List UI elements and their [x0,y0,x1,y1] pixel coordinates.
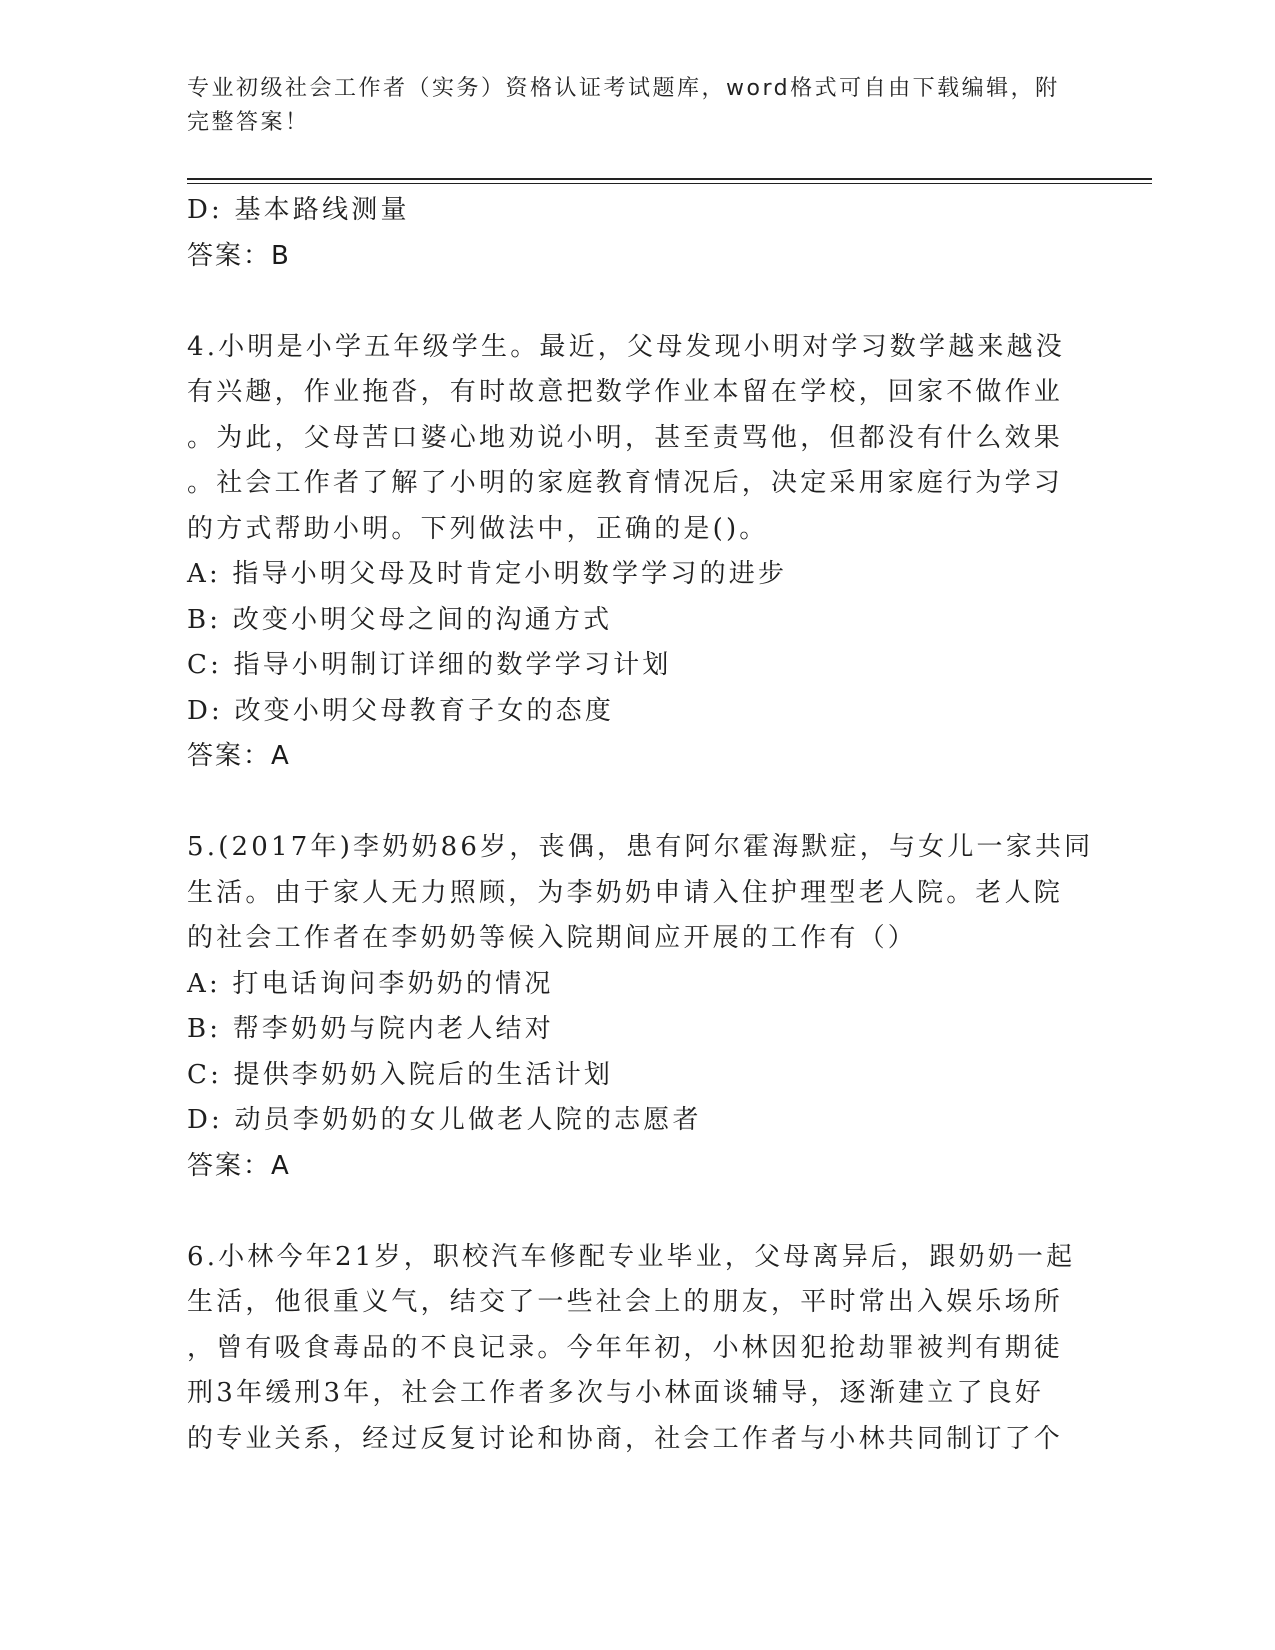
question-4 [187,325,1077,780]
header-line-2: 完整答案！ [187,110,310,135]
option-a: A: 打电话询问李奶奶的情况 [187,968,554,999]
option-b: B: 改变小明父母之间的沟通方式 [187,604,613,635]
option-c: C: 提供李奶奶入院后的生活计划 [187,1059,614,1090]
answer: 答案：B [187,240,291,271]
header-divider-thick [187,178,1152,180]
option-c: C: 指导小明制订详细的数学学习计划 [187,650,672,680]
page-header [187,72,1087,140]
question-stem-line: 。社会工作者了解了小明的家庭教育情况后，决定采用家庭行为学习 [187,468,1064,498]
question-stem-line: 的方式帮助小明。下列做法中，正确的是()。 [187,513,769,544]
answer: 答案：A [187,741,291,771]
header-divider-thin [187,183,1152,184]
option-d: D: 基本路线测量 [187,195,410,225]
option-b: B: 帮李奶奶与院内老人结对 [187,1014,554,1044]
question-stem-line: 6.小林今年21岁，职校汽车修配专业毕业，父母离异后，跟奶奶一起 [187,1241,1076,1272]
question-5 [187,825,1094,1189]
spacer [187,279,1077,325]
spacer [187,1189,1077,1235]
option-d: D: 改变小明父母教育子女的态度 [187,695,615,726]
question-stem-line: 。为此，父母苦口婆心地劝说小明，甚至责骂他，但都没有什么效果 [187,422,1064,453]
question-stem-line: 的专业关系，经过反复讨论和协商，社会工作者与小林共同制订了个 [187,1423,1064,1454]
answer: 答案：A [187,1150,291,1181]
option-a: A: 指导小明父母及时肯定小明数学学习的进步 [187,559,788,589]
question-stem-line: 5.(2017年)李奶奶86岁，丧偶，患有阿尔霍海默症，与女儿一家共同 [187,832,1094,862]
spacer [187,780,1077,826]
question-stem-line: 的社会工作者在李奶奶等候入院期间应开展的工作有（） [187,923,918,953]
question-stem-line: 4.小明是小学五年级学生。最近，父母发现小明对学习数学越来越没 [187,331,1066,362]
question-stem-line: 生活。由于家人无力照顾，为李奶奶申请入住护理型老人院。老人院 [187,877,1064,908]
question-stem-line: 刑3年缓刑3年，社会工作者多次与小林面谈辅导，逐渐建立了良好 [187,1378,1045,1408]
question-3 [187,188,1077,279]
question-stem-line: 有兴趣，作业拖沓，有时故意把数学作业本留在学校，回家不做作业 [187,377,1064,407]
header-line-1: 专业初级社会工作者（实务）资格认证考试题库，word格式可自由下载编辑，附 [187,76,1060,101]
document-body [187,188,1094,1462]
question-6 [187,1235,1077,1463]
option-d: D: 动员李奶奶的女儿做老人院的志愿者 [187,1105,702,1135]
question-stem-line: ，曾有吸食毒品的不良记录。今年年初，小林因犯抢劫罪被判有期徒 [187,1332,1064,1363]
question-stem-line: 生活，他很重义气，结交了一些社会上的朋友，平时常出入娱乐场所 [187,1287,1064,1317]
